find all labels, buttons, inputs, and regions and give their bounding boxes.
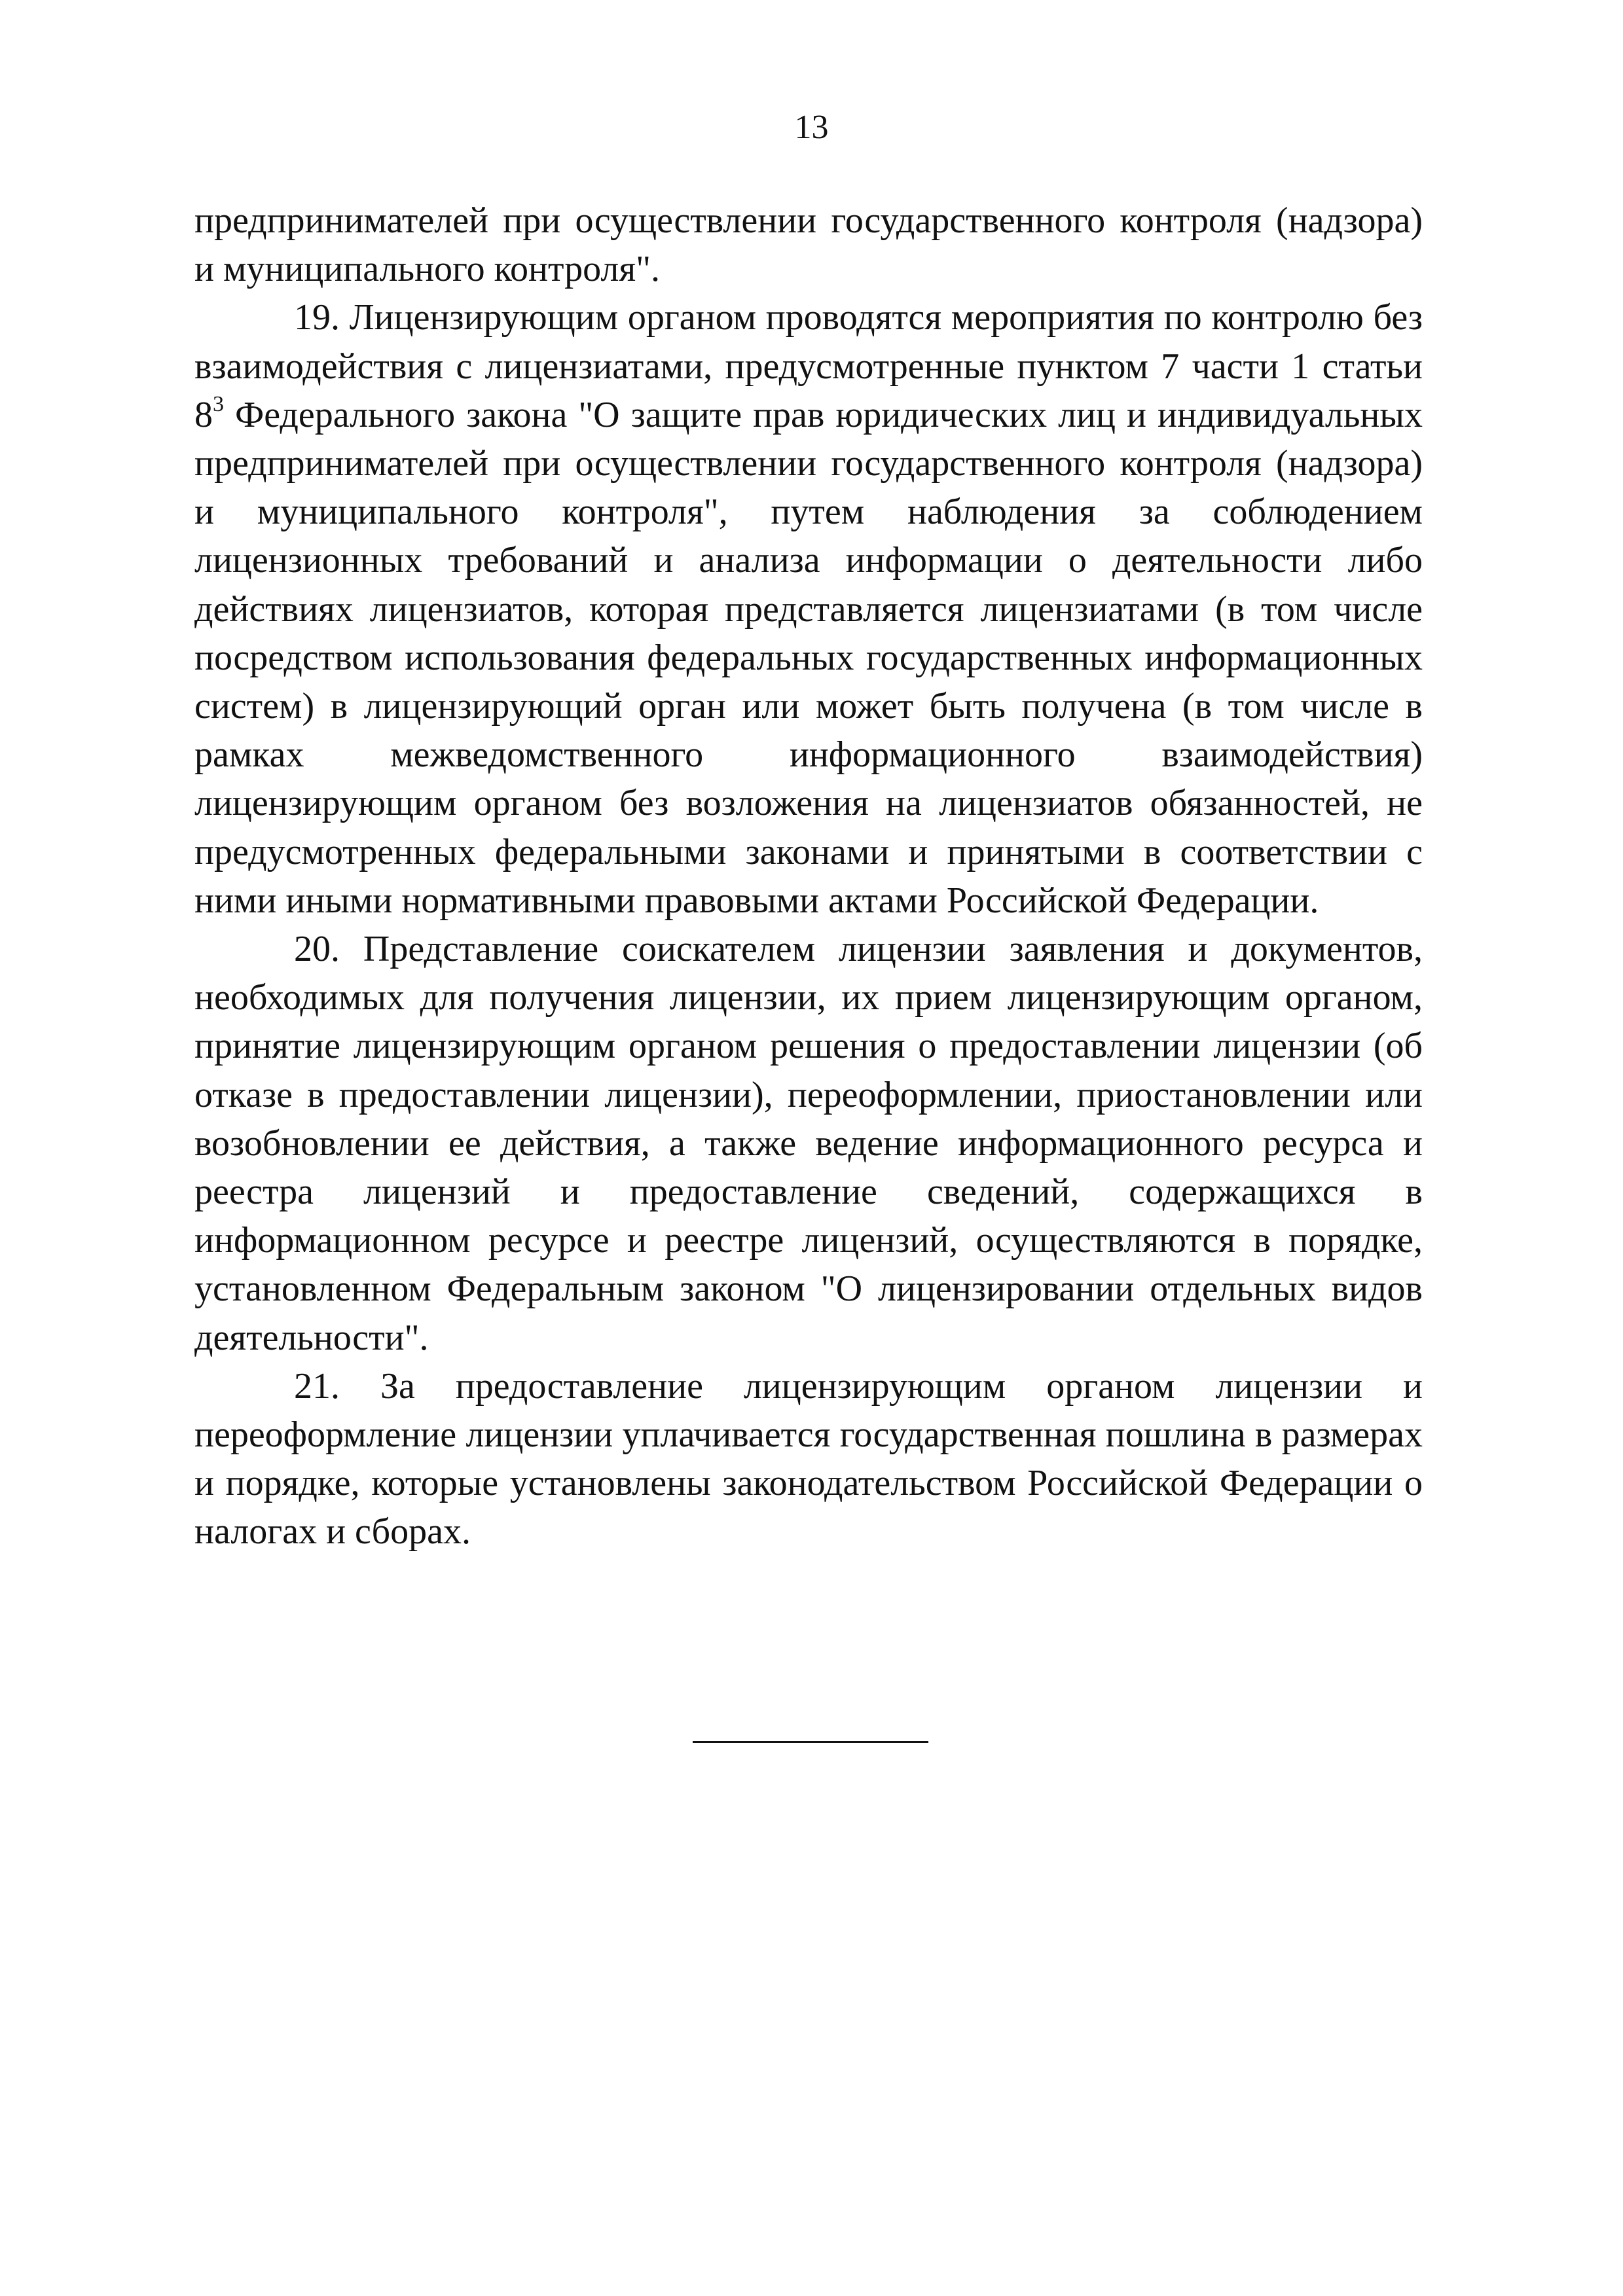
paragraph-continuation: предпринимателей при осуществлении государственного контроля (надзора) и муниципального контроля". xyxy=(194,200,1423,290)
paragraph-19-text-part-2: Федерального закона "О защите прав юридических лиц и индивидуальных предпринимателей при осуществлении государственного контроля (надзора) и муниципального контроля", путем наблюдения за соблюдением лицензионных требований и анализа информации о деятельности либо действиях лицензиатов, которая представляется лицензиатами (в том числе посредством использования федеральных государственных информационных систем) в лицензирующий орган или может быть получена (в том числе в рамках межведомственного информационного взаимодействия) лицензирующим органом без возложения на лицензиатов обязанностей, не предусмотренных федеральными законами и принятыми в соответствии с ними иными нормативными правовыми актами Российской Федерации. xyxy=(194,394,1423,921)
superscript-3: 3 xyxy=(213,391,224,416)
paragraph-21: 21. За предоставление лицензирующим органом лицензии и переоформление лицензии уплачивается государственная пошлина в размерах и порядке, которые установлены законодательством Российской Федерации о налогах и сборах. xyxy=(194,1365,1423,1552)
end-of-document-rule xyxy=(693,1741,928,1743)
document-body xyxy=(194,196,1423,1556)
page-number: 13 xyxy=(794,109,829,146)
paragraph-19 xyxy=(194,293,1423,925)
paragraph-19-text-part-1: 19. Лицензирующим органом проводятся мероприятия по контролю без взаимодействия с лицензиатами, предусмотренные пунктом 7 части 1 статьи 8 xyxy=(194,297,1423,435)
paragraph-20: 20. Представление соискателем лицензии заявления и документов, необходимых для получения лицензии, их прием лицензирующим органом, принятие лицензирующим органом решения о предоставлении лицензии (об отказе в предоставлении лицензии), переоформлении, приостановлении или возобновлении ее действия, а также ведение информационного ресурса и реестра лицензий и предоставление сведений, содержащихся в информационном ресурсе и реестре лицензий, осуществляются в порядке, установленном Федеральным законом "О лицензировании отдельных видов деятельности". xyxy=(194,929,1423,1358)
